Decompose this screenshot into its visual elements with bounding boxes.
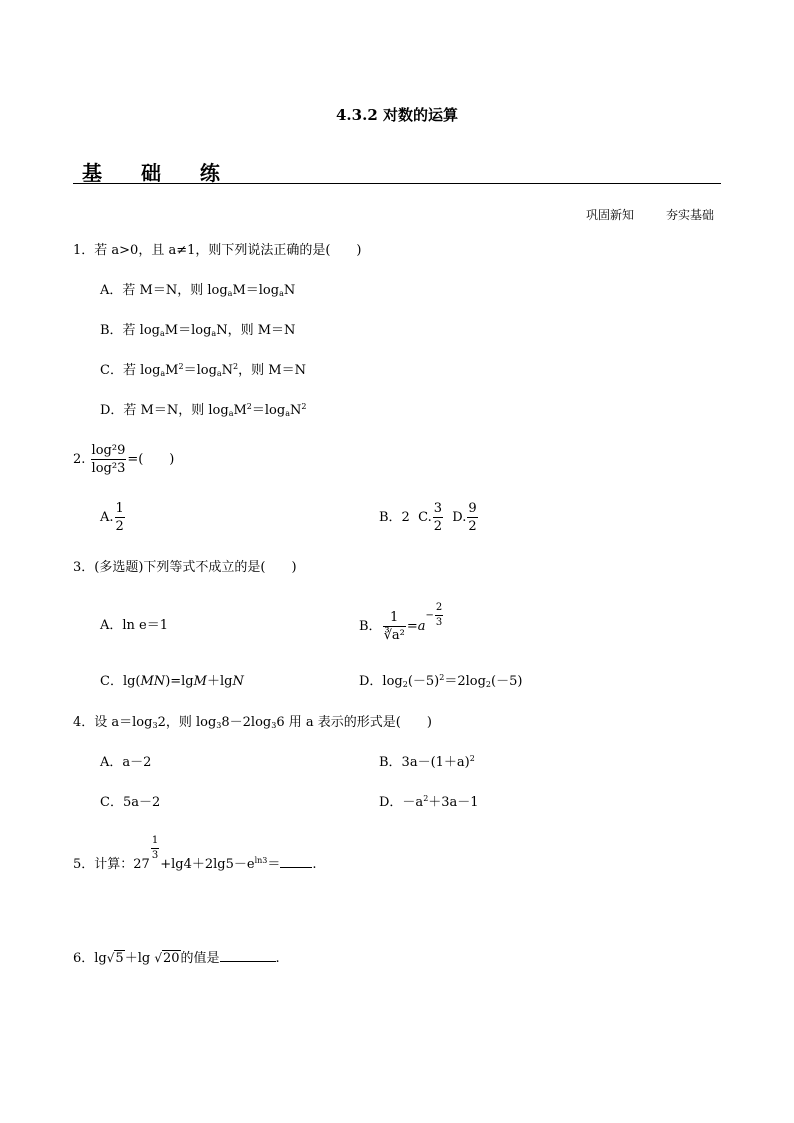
question-4-option-c: C．5a－2: [100, 795, 161, 810]
option-b-exponent: − 2 3: [425, 602, 443, 628]
question-2-option-a: [100, 502, 126, 533]
option-b-exp-denominator: 3: [435, 617, 443, 628]
option-b-rhs: =a: [406, 619, 426, 634]
question-1-option-d: D．若 M＝N，则 $\log_aM^2=\log_aN^2$: [100, 402, 307, 418]
option-a-fraction: [115, 502, 125, 533]
page-title: 4.3.2 对数的运算: [336, 106, 458, 124]
option-d-denominator: 2: [468, 519, 477, 534]
question-5: 5．计算：27 $\frac{1}{3}$ $+\lg 4+2\lg 5-e^{ln3}=$ .: [73, 835, 317, 872]
option-a-denominator: 2: [115, 519, 124, 534]
question-5-exp-numerator: 1: [151, 836, 159, 849]
option-b-denominator: ∛a²: [383, 628, 405, 643]
option-a-numerator: 1: [115, 501, 124, 516]
section-heading: 基 础 练: [82, 161, 236, 185]
option-c-fraction: [433, 502, 443, 533]
tag-consolidate: 巩固新知: [586, 208, 635, 222]
question-1-option-c: C．若 $\log_aM^2=\log_aN^2$，则 M＝N: [100, 362, 306, 378]
question-3-stem: 3．(多选题)下列等式不成立的是( ): [73, 560, 297, 575]
section-divider: [73, 183, 721, 184]
option-b: B．2: [379, 510, 410, 525]
option-a-label: A.: [100, 510, 114, 525]
question-2-denominator: log²3: [91, 461, 126, 476]
question-1-option-a: A．若 M＝N，则 $\log_aM=\log_aN$: [100, 283, 296, 298]
question-3-option-b: [359, 603, 444, 642]
option-d-numerator: 9: [468, 501, 477, 516]
question-3-option-a: A．ln e＝1: [100, 618, 169, 633]
question-5-base: 27: [133, 857, 150, 872]
question-4-option-d: D．$-a^2+3a-1$: [379, 794, 479, 810]
option-b-label: B．: [359, 619, 382, 634]
option-b-numerator: 1: [383, 611, 406, 627]
question-1-option-b: B．若 $\log_aM=\log_aN$，则 M＝N: [100, 323, 296, 338]
question-1-stem: 1．若 a>0，且 a≠1，则下列说法正确的是( ): [73, 243, 362, 258]
question-2-fraction: [91, 444, 127, 475]
question-5-prefix: 5．计算：: [73, 857, 134, 872]
question-6-answer-blank[interactable]: [220, 949, 276, 962]
question-4-option-b: B．$3a-(1+a)^2$: [379, 754, 475, 770]
question-5-exp-denominator: 3: [151, 850, 159, 861]
option-b-fraction: [383, 611, 406, 642]
option-b-exponent-fraction: [435, 603, 443, 628]
option-d-fraction: [467, 502, 477, 533]
question-6: 6．lg√5＋lg √20的值是 .: [73, 951, 280, 966]
question-3-option-c: C．lg(MN)=lgM＋lgN: [100, 674, 244, 689]
question-5-exponent: [151, 836, 159, 861]
question-4-stem: 4．设 $a=\log_32$，则 $\log_38-2\log_36$ 用 a 表示的形式是( ): [73, 715, 432, 730]
question-3-option-d: D．$\log_2(-5)^2=2\log_2(-5)$: [359, 673, 523, 689]
option-c-denominator: 2: [433, 519, 442, 534]
question-4-option-a: A．a－2: [100, 755, 152, 770]
question-2-stem: [73, 444, 174, 475]
question-2-rest: =( ): [127, 452, 175, 467]
question-2-options-bcd: [379, 502, 479, 533]
tag-foundation: 夯实基础: [666, 208, 715, 222]
option-b-exp-numerator: 2: [435, 603, 443, 616]
question-2-numerator: log²9: [91, 443, 126, 458]
question-2-number: 2.: [73, 452, 86, 467]
question-5-answer-blank[interactable]: [280, 855, 312, 868]
option-c-label: C.: [418, 510, 432, 525]
option-d-label: D.: [452, 510, 467, 525]
option-c-numerator: 3: [433, 501, 442, 516]
